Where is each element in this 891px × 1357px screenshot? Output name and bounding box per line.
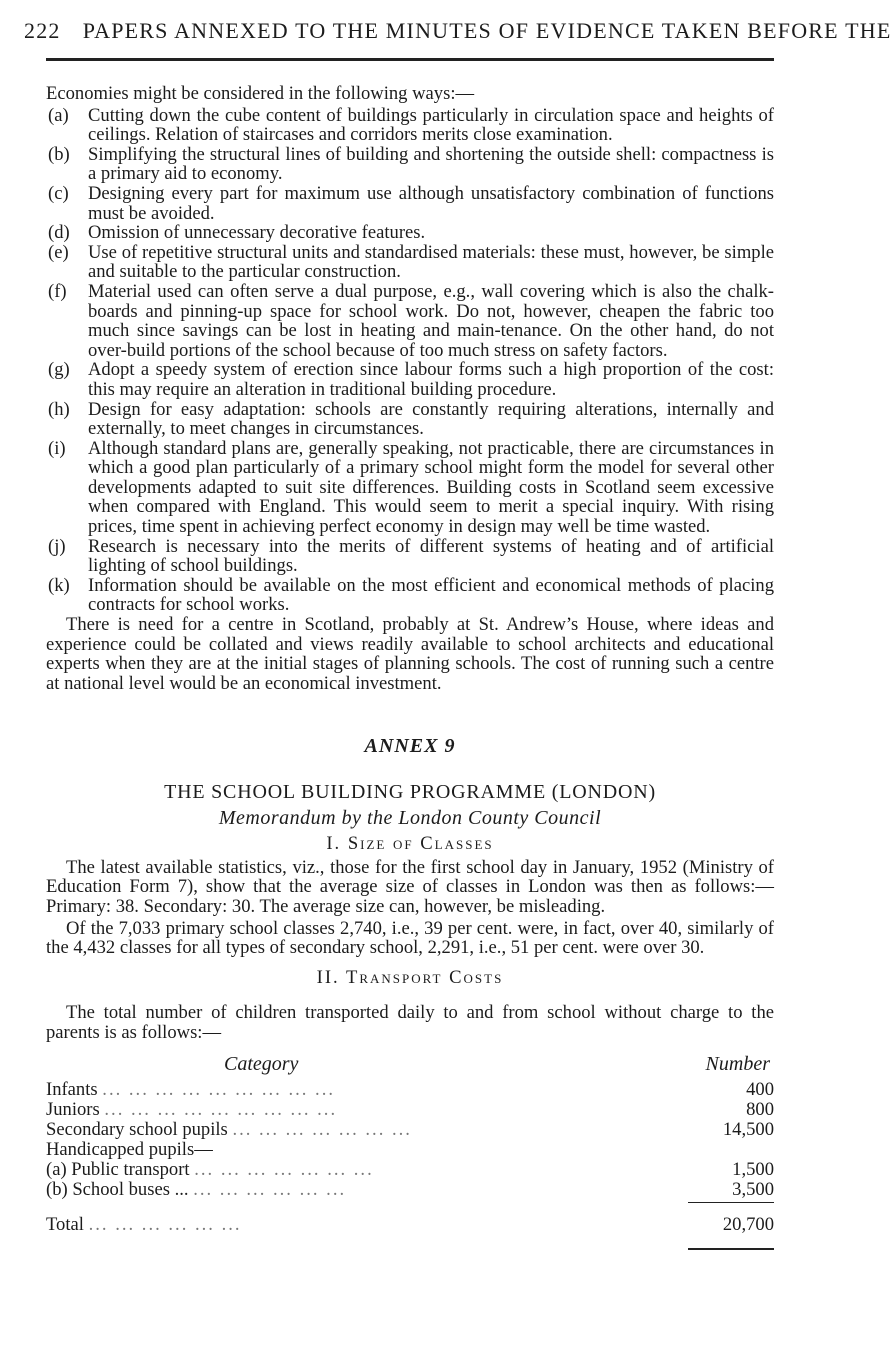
list-item [46,223,774,243]
leader-dots: ... ... ... ... ... ... [193,1179,347,1201]
item-label: (g) [48,359,70,381]
table-row [46,1080,774,1100]
page-body [46,84,774,1250]
row-category: (a) Public transport [46,1159,190,1181]
list-item [46,106,774,145]
classes-paragraph-2: Of the 7,033 primary school classes 2,740, i.e., 39 per cent. were, in fact, over 40, similarly of the 4,432 classes for all types of secondary school, 2,291, i.e., 51 per cent. were over 30. [46,917,774,959]
item-text: Material used can often serve a dual purpose, e.g., wall covering which is also the chalk-boards and pinning-up space for school work. Do not, however, cheapen the fabric too much since savings can be lost in heating and main-tenance. On the other hand, do not over-build portions of the school because of too much stress on safety factors. [88,280,774,361]
annex-heading: ANNEX 9 [364,735,456,758]
item-label: (f) [48,280,67,302]
list-item [46,282,774,360]
item-text: Designing every part for maximum use although unsatisfactory combination of functions must be avoided. [88,182,774,224]
total-rule [688,1248,774,1250]
classes-paragraph-1: The latest available statistics, viz., those for the first school day in January, 1952 (Ministry of Education Form 7), show that the average size of classes in London was then as follows:—Primary: 38. Secondary: 30. The average size can, however, be misleading. [46,856,774,917]
row-number: 3,500 [732,1179,774,1201]
row-number: 400 [746,1079,774,1101]
item-label: (d) [48,222,70,244]
item-label: (j) [48,535,66,557]
table-row [46,1100,774,1120]
total-label: Total [46,1213,84,1235]
annex-title: THE SCHOOL BUILDING PROGRAMME (LONDON) [164,781,656,803]
item-label: (b) [48,143,70,165]
economies-intro: Economies might be considered in the following ways:— [46,83,475,104]
table-row [46,1180,774,1203]
table-total-row [46,1203,774,1251]
leader-dots: ... ... ... ... ... ... ... ... ... [102,1079,335,1101]
section-heading-transport-costs: II. Transport Costs [316,966,504,988]
header-rule [46,58,774,61]
closing-paragraph: There is need for a centre in Scotland, probably at St. Andrew’s House, where ideas and experience could be collated and views readily available to school architects and educational experts when they are at the initial stages of planning schools. The cost of running such a centre at national level would be an economical investment. [46,614,774,694]
item-label: (k) [48,574,70,596]
item-text: Omission of unnecessary decorative features. [88,222,426,244]
total-value: 20,700 [722,1213,774,1235]
item-label: (h) [48,398,70,420]
page-number: 222 [24,18,61,43]
transport-intro: The total number of children transported daily to and from school without charge to the parents is as follows:— [46,1002,774,1043]
transport-table [46,1052,774,1251]
item-label: (e) [48,241,69,263]
list-item [46,537,774,576]
list-item [46,145,774,184]
running-title: PAPERS ANNEXED TO THE MINUTES OF EVIDENCE TAKEN BEFORE THE [82,18,891,43]
running-header [24,18,891,44]
list-item [46,360,774,399]
row-category: Handicapped pupils— [46,1139,213,1161]
table-header-row [46,1055,774,1081]
list-item [46,439,774,537]
item-text: Use of repetitive structural units and standardised materials: these must, however, be simple and suitable to the particular construction. [88,241,774,283]
column-header-category: Category [224,1052,299,1075]
table-row [46,1140,774,1160]
item-text: Information should be available on the most efficient and economical methods of placing contracts for school works. [88,574,774,616]
item-label: (c) [48,182,69,204]
row-number: 1,500 [732,1159,774,1181]
table-row [46,1160,774,1180]
economies-list [46,106,774,615]
row-category: Infants [46,1079,98,1101]
section-heading-size-of-classes: I. Size of Classes [326,833,494,855]
annex-subtitle: Memorandum by the London County Council [218,806,602,829]
item-label: (i) [48,437,66,459]
table-row [46,1120,774,1140]
column-header-number: Number [705,1052,770,1075]
list-item [46,243,774,282]
item-text: Simplifying the structural lines of building and shortening the outside shell: compactness is a primary aid to economy. [88,143,774,185]
list-item [46,576,774,615]
item-text: Design for easy adaptation: schools are constantly requiring alterations, internally and externally, to meet changes in circumstances. [88,398,774,440]
item-text: Although standard plans are, generally speaking, not practicable, there are circumstances in which a good plan particularly of a primary school might form the model for several other developments adapted to suit site differences. Building costs in Scotland seem excessive when compared with England. This would seem to merit a special inquiry. With rising prices, time spent in achieving perfect economy in design may well be time wasted. [88,437,774,538]
list-item [46,184,774,223]
item-text: Adopt a speedy system of erection since labour forms such a high proportion of the cost: this may require an alteration in traditional building procedure. [88,359,774,400]
leader-dots: ... ... ... ... ... ... ... [232,1119,412,1141]
item-text: Cutting down the cube content of buildings particularly in circulation space and heights of ceilings. Relation of staircases and corridors merits close examination. [88,104,774,146]
row-number [664,1140,774,1160]
leader-dots: ... ... ... ... ... ... [88,1213,242,1235]
item-label: (a) [48,104,69,126]
row-category: Secondary school pupils [46,1119,228,1141]
row-category: (b) School buses ... [46,1179,189,1201]
row-number: 14,500 [722,1119,774,1141]
leader-dots: ... ... ... ... ... ... ... ... ... [104,1099,338,1121]
row-category: Juniors [46,1099,100,1121]
row-number: 800 [746,1099,774,1121]
item-text: Research is necessary into the merits of different systems of heating and of artificial lighting of school buildings. [88,535,774,577]
list-item [46,400,774,439]
leader-dots: ... ... ... ... ... ... ... [194,1159,374,1181]
